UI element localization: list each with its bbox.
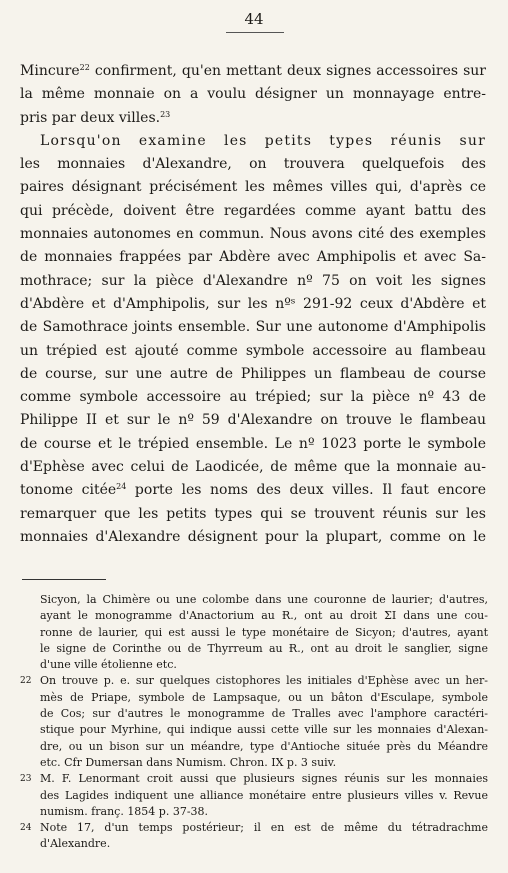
footnote-text: mès de Priape, symbole de Lampsaque, ou un bâton d'Esculape, symbole	[40, 690, 488, 704]
footnote-text: ayant le monogramme d'Anactorium au Ɍ., ont au droit ΣΙ dans une cou-	[40, 609, 488, 623]
text-line	[20, 270, 486, 293]
footnote-text: stique pour Myrhine, qui indique aussi cette ville sur les monnaies d'Alexan-	[40, 723, 488, 737]
line-text: la même monnaie on a voulu désigner un monnayage entre-	[20, 86, 486, 103]
line-text: remarquer que les petits types qui se trouvent réunis sur les	[20, 505, 486, 522]
line-text: un trépied est ajouté comme symbole accessoire au flambeau	[20, 342, 486, 359]
line-text: monnaies autonomes en commun. Nous avons cité des exemples	[20, 226, 486, 243]
footnote-number: 24	[20, 823, 32, 834]
footnote-line	[20, 820, 488, 836]
page-number: 44	[244, 10, 264, 28]
line-text: d'Abdère et d'Amphipolis, sur les nºˢ 291-92 ceux d'Abdère et	[20, 295, 486, 312]
text-line	[20, 153, 486, 176]
text-line	[20, 83, 486, 106]
text-line	[20, 433, 486, 456]
footnote-text: d'Alexandre.	[40, 837, 111, 851]
text-line	[20, 409, 486, 432]
text-line	[20, 60, 486, 83]
text-line	[20, 363, 486, 386]
footnote-text: dre, ou un bison sur un méandre, type d'Antioche située près du Méandre	[40, 739, 488, 753]
line-text: de course, sur une autre de Philippes un flambeau de course	[20, 365, 486, 382]
footnote-line	[20, 592, 488, 608]
footnote-separator	[22, 579, 106, 580]
footnote-line	[20, 788, 488, 804]
footnote-text: Note 17, d'un temps postérieur; il en est de même du tétradrachme	[40, 821, 488, 835]
footnote-text: le signe de Corinthe ou de Thyrreum au Ɍ., ont au droit le sanglier, signe	[40, 641, 488, 655]
line-text: pris par deux villes.	[20, 109, 161, 126]
line-text: de course et le trépied ensemble. Le nº 1023 porte le symbole	[20, 435, 486, 452]
footnote-line	[20, 608, 488, 624]
footnote-text: etc. Cfr Dumersan dans Numism. Chron. IX p. 3 suiv.	[40, 755, 337, 769]
line-text: tonome citée	[20, 482, 117, 499]
footnote-line	[20, 755, 488, 771]
footnote-line	[20, 673, 488, 689]
footnote-ref[interactable]: 22	[79, 63, 90, 72]
text-line	[20, 293, 486, 316]
line-text: Lorsqu'on examine les petits types réunis sur	[40, 132, 486, 149]
text-line	[20, 246, 486, 269]
footnote-text: de Cos; sur d'autres le monogramme de Tralles avec l'amphore caractéri-	[40, 707, 488, 721]
footnote-line	[20, 625, 488, 641]
line-text-rest: confirment, qu'en mettant deux signes accessoires sur	[89, 63, 486, 79]
footnote-line	[20, 641, 488, 657]
line-text: de Samothrace joints ensemble. Sur une autonome d'Amphipolis	[20, 319, 486, 336]
footnote-text: des Lagides indiquent une alliance monétaire entre plusieurs villes v. Revue	[40, 788, 488, 802]
footnote-line	[20, 836, 488, 852]
footnote-line	[20, 690, 488, 706]
line-text: monnaies d'Alexandre désignent pour la plupart, comme on le	[20, 528, 486, 545]
text-line	[20, 456, 486, 479]
footnote-line	[20, 739, 488, 755]
page-number-rule	[226, 32, 284, 33]
footnote-text: d'une ville étolienne etc.	[40, 658, 177, 672]
line-text: qui précède, doivent être regardées comme ayant battu des	[20, 202, 486, 219]
footnote-text: Sicyon, la Chimère ou une colombe dans une couronne de laurier; d'autres,	[40, 593, 488, 606]
text-line	[20, 223, 486, 246]
footnote-ref[interactable]: 24	[116, 482, 127, 492]
footnote-line	[20, 657, 488, 673]
text-line	[20, 503, 486, 526]
footnote-line	[20, 706, 488, 722]
line-text: paires désignant précisément les mêmes villes qui, d'après ce	[20, 179, 486, 196]
footnote-line	[20, 804, 488, 820]
footnote-text: On trouve p. e. sur quelques cistophores les initiales d'Ephèse avec un her-	[40, 674, 488, 688]
text-line	[20, 176, 486, 199]
footnotes	[20, 592, 488, 853]
footnote-text: numism. franç. 1854 p. 37-38.	[40, 804, 209, 818]
line-text-rest: porte les noms des deux villes. Il faut encore	[126, 482, 486, 499]
footnote-number: 23	[20, 774, 32, 785]
line-text: mothrace; sur la pièce d'Alexandre nº 75 on voit les signes	[20, 272, 486, 289]
footnote-line	[20, 722, 488, 738]
line-text: Mincure	[20, 63, 80, 79]
text-line	[20, 130, 486, 153]
line-text: d'Ephèse avec celui de Laodicée, de même que la monnaie au-	[20, 459, 486, 476]
text-line	[20, 316, 486, 339]
line-text: Philippe II et sur le nº 59 d'Alexandre on trouve le flambeau	[20, 412, 486, 429]
footnote-text: ronne de laurier, qui est aussi le type monétaire de Sicyon; d'autres, ayant	[40, 625, 488, 639]
text-line	[20, 479, 486, 502]
footnote-text: M. F. Lenormant croit aussi que plusieurs signes réunis sur les monnaies	[40, 772, 488, 786]
line-text: les monnaies d'Alexandre, on trouvera quelquefois des	[20, 156, 486, 173]
text-line	[20, 107, 486, 130]
text-line	[20, 526, 486, 549]
footnote-ref[interactable]: 23	[160, 109, 171, 119]
line-text: comme symbole accessoire au trépied; sur la pièce nº 43 de	[20, 389, 486, 406]
footnote-number: 22	[20, 676, 32, 687]
text-line	[20, 340, 486, 363]
text-line	[20, 386, 486, 409]
line-text: de monnaies frappées par Abdère avec Amphipolis et avec Sa-	[20, 249, 486, 266]
footnote-line	[20, 771, 488, 787]
main-text	[20, 60, 486, 549]
text-line	[20, 200, 486, 223]
